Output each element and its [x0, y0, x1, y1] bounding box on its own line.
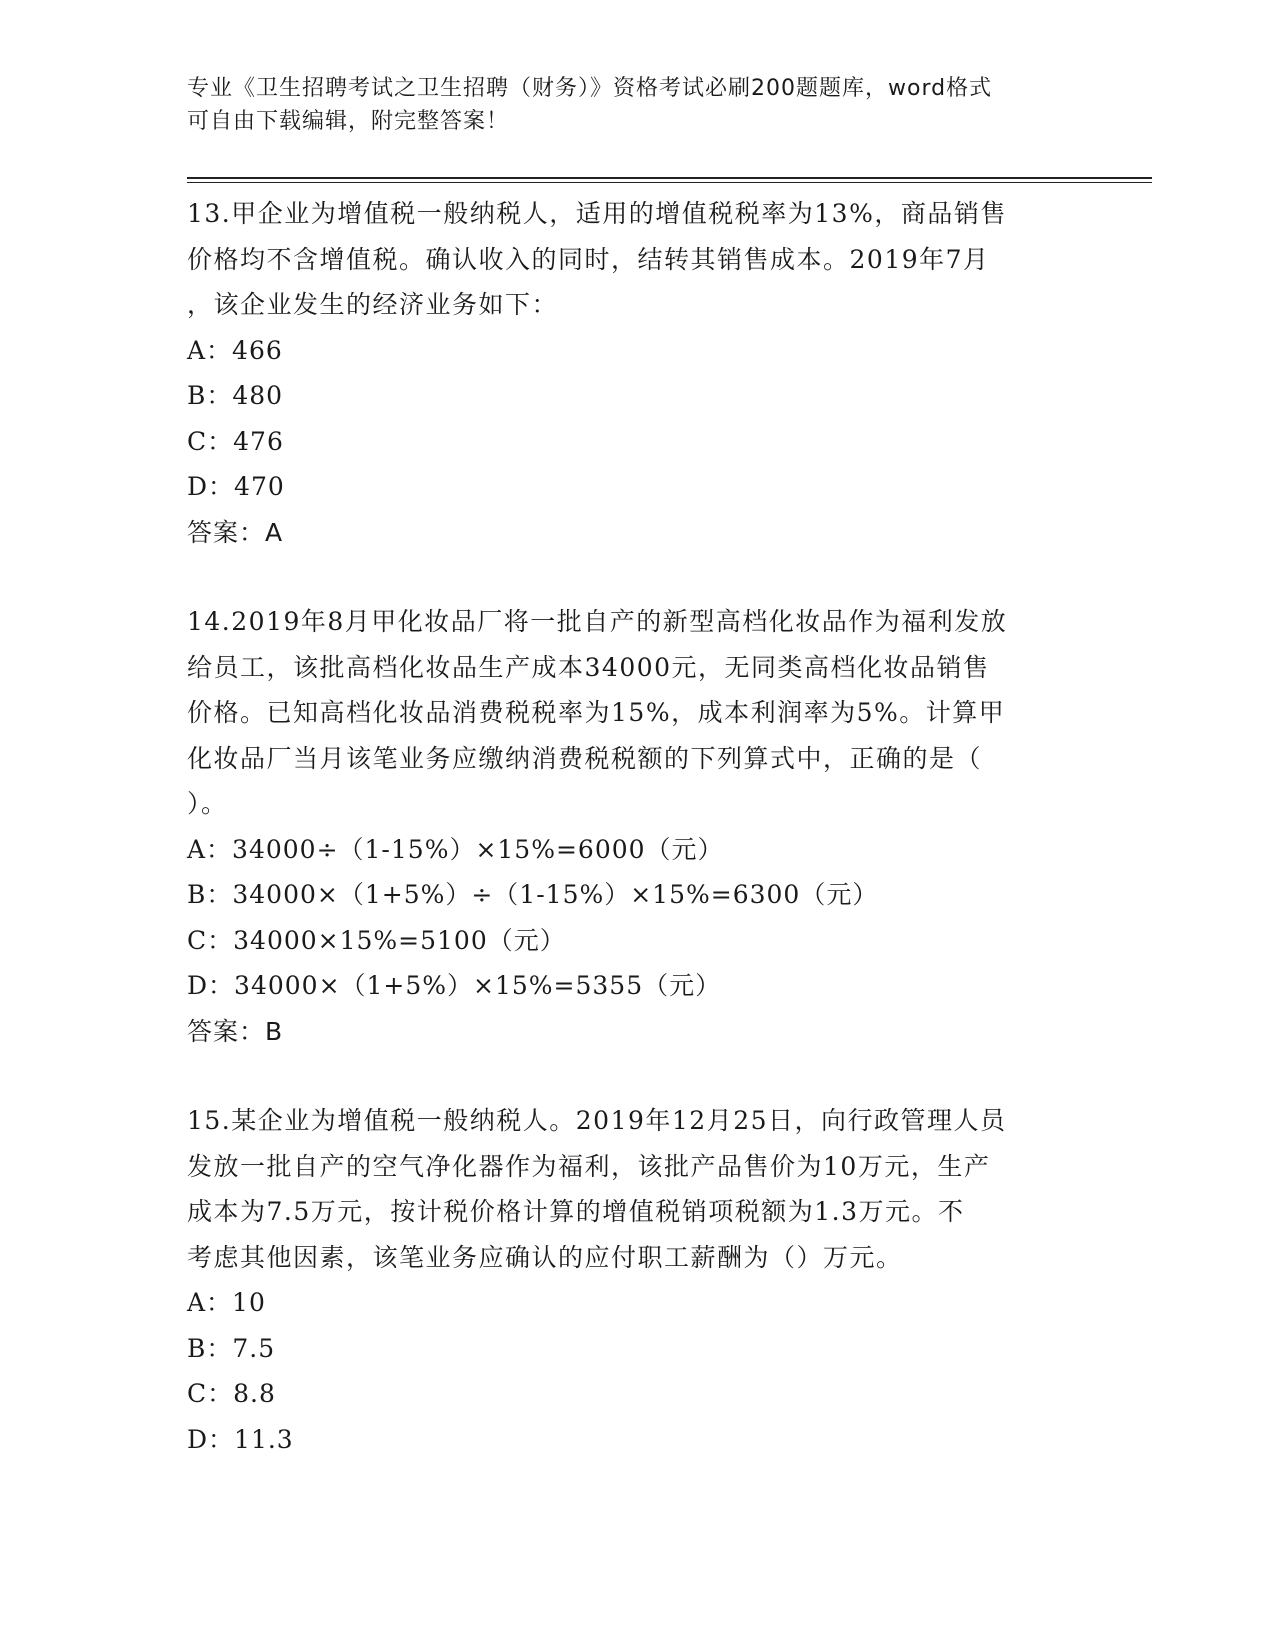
option-d: D：470 [187, 472, 285, 501]
header-line-1: 专业《卫生招聘考试之卫生招聘（财务）》资格考试必刷200题题库，word格式 [187, 76, 993, 101]
question-stem-line: 给员工，该批高档化妆品生产成本34000元，无同类高档化妆品销售 [187, 652, 990, 682]
option-d: D：11.3 [187, 1424, 294, 1454]
question-stem-line: 价格均不含增值税。确认收入的同时，结转其销售成本。2019年7月 [187, 244, 990, 274]
document-header [187, 72, 1067, 138]
question-stem-line: 14.2019年8月甲化妆品厂将一批自产的新型高档化妆品作为福利发放 [187, 607, 1008, 636]
option-b: B：7.5 [187, 1333, 276, 1363]
question-stem-line: 价格。已知高档化妆品消费税税率为15%，成本利润率为5%。计算甲 [187, 698, 1006, 727]
option-b: B：480 [187, 381, 284, 410]
question-stem-line: 化妆品厂当月该笔业务应缴纳消费税税额的下列算式中，正确的是（ [187, 743, 983, 773]
question-stem-line: ）。 [187, 789, 228, 818]
option-c: C：476 [187, 426, 284, 456]
header-line-2: 可自由下载编辑，附完整答案！ [187, 109, 510, 134]
question-spacer [187, 555, 1087, 599]
question-15 [187, 1098, 1087, 1462]
question-stem-line: ，该企业发生的经济业务如下： [187, 290, 559, 319]
option-c: C：34000×15%=5100（元） [187, 925, 566, 955]
question-14 [187, 599, 1087, 1054]
question-spacer [187, 1054, 1087, 1098]
header-rule-thin [187, 182, 1152, 183]
option-c: C：8.8 [187, 1379, 276, 1408]
option-a: A：466 [187, 335, 283, 365]
option-d: D：34000×（1+5%）×15%=5355（元） [187, 971, 722, 1000]
answer-line: 答案：B [187, 1016, 284, 1046]
header-rule-thick [187, 177, 1152, 179]
answer-line: 答案：A [187, 517, 284, 547]
option-a: A：10 [187, 1288, 266, 1317]
question-stem-line: 考虑其他因素，该笔业务应确认的应付职工薪酬为（）万元。 [187, 1242, 903, 1272]
question-stem-line: 成本为7.5万元，按计税价格计算的增值税销项税额为1.3万元。不 [187, 1197, 965, 1226]
option-a: A：34000÷（1-15%）×15%=6000（元） [187, 834, 724, 864]
option-b: B：34000×（1+5%）÷（1-15%）×15%=6300（元） [187, 880, 879, 909]
question-13 [187, 191, 1087, 555]
question-stem-line: 15.某企业为增值税一般纳税人。2019年12月25日，向行政管理人员 [187, 1106, 1007, 1135]
question-stem-line: 13.甲企业为增值税一般纳税人，适用的增值税税率为13%，商品销售 [187, 199, 1007, 228]
question-stem-line: 发放一批自产的空气净化器作为福利，该批产品售价为10万元，生产 [187, 1151, 991, 1181]
question-list [187, 191, 1087, 1462]
